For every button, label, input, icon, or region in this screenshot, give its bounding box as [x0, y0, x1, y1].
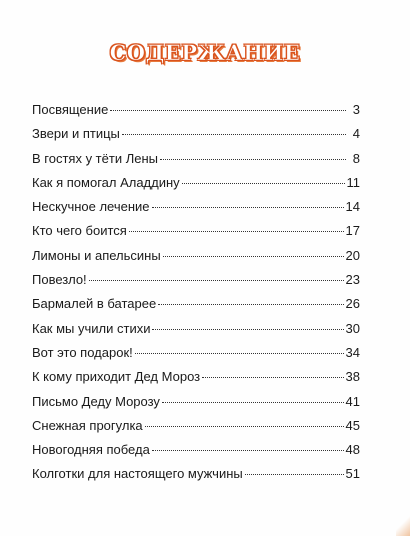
toc-entry-title: Нескучное лечение — [32, 199, 150, 215]
table-of-contents — [32, 102, 360, 491]
toc-entry[interactable] — [32, 369, 360, 393]
toc-entry-page: 4 — [352, 126, 360, 142]
toc-entry-title: Как мы учили стихи — [32, 320, 151, 336]
toc-entry[interactable] — [32, 199, 360, 223]
dot-leader — [162, 402, 344, 403]
toc-entry[interactable] — [32, 248, 360, 272]
dot-leader — [135, 353, 344, 354]
toc-entry-page: 23 — [345, 272, 360, 288]
dot-leader — [129, 231, 344, 232]
toc-entry-title: В гостях у тёти Лены — [32, 150, 158, 166]
toc-entry-page: 45 — [345, 417, 360, 433]
dot-leader — [152, 207, 344, 208]
toc-entry-page: 34 — [345, 344, 360, 360]
contents-title: СОДЕРЖАНИЕ — [109, 40, 301, 65]
toc-entry[interactable] — [32, 394, 360, 418]
toc-entry-title: Посвящение — [32, 102, 109, 117]
toc-entry-title: Бармалей в батарее — [32, 296, 157, 312]
toc-entry[interactable] — [32, 175, 360, 199]
toc-entry-title: Вот это подарок! — [32, 344, 133, 360]
toc-entry[interactable] — [32, 345, 360, 369]
toc-entry-page: 38 — [345, 369, 360, 385]
dot-leader — [160, 159, 346, 160]
toc-entry[interactable] — [32, 442, 360, 466]
toc-entry[interactable] — [32, 272, 360, 296]
dot-leader — [202, 377, 343, 378]
toc-entry-page: 41 — [345, 393, 360, 409]
dot-leader — [158, 304, 343, 305]
dot-leader — [110, 110, 346, 111]
toc-entry-page: 30 — [345, 320, 360, 336]
dot-leader — [152, 450, 344, 451]
dot-leader — [122, 134, 346, 135]
toc-entry-title: Снежная прогулка — [32, 417, 143, 433]
toc-entry[interactable] — [32, 126, 360, 150]
toc-entry-page: 14 — [345, 199, 360, 215]
toc-entry-page: 3 — [352, 102, 360, 117]
toc-entry-page: 26 — [345, 296, 360, 312]
toc-entry-title: Письмо Деду Морозу — [32, 393, 160, 409]
page-corner-decoration — [396, 516, 410, 536]
toc-entry[interactable] — [32, 466, 360, 490]
toc-entry-page: 51 — [345, 466, 360, 482]
toc-entry-title: Кто чего боится — [32, 223, 127, 239]
dot-leader — [182, 183, 345, 184]
toc-entry[interactable] — [32, 296, 360, 320]
dot-leader — [163, 256, 344, 257]
toc-entry[interactable] — [32, 418, 360, 442]
toc-entry-page: 17 — [345, 223, 360, 239]
toc-entry-title: Как я помогал Аладдину — [32, 174, 180, 190]
toc-entry-title: Лимоны и апельсины — [32, 247, 161, 263]
toc-entry[interactable] — [32, 102, 360, 126]
toc-entry-page: 20 — [345, 247, 360, 263]
toc-entry-page: 8 — [352, 150, 360, 166]
toc-entry-title: Повезло! — [32, 272, 87, 288]
toc-entry-title: Звери и птицы — [32, 126, 120, 142]
dot-leader — [89, 280, 344, 281]
toc-entry-page: 11 — [346, 174, 360, 190]
toc-entry-title: Новогодняя победа — [32, 442, 150, 458]
dot-leader — [152, 329, 343, 330]
toc-entry[interactable] — [32, 321, 360, 345]
toc-entry[interactable] — [32, 151, 360, 175]
dot-leader — [245, 474, 344, 475]
toc-entry-page: 48 — [345, 442, 360, 458]
toc-entry[interactable] — [32, 223, 360, 247]
toc-entry-title: Колготки для настоящего мужчины — [32, 466, 243, 482]
toc-entry-title: К кому приходит Дед Мороз — [32, 369, 201, 385]
dot-leader — [145, 426, 344, 427]
